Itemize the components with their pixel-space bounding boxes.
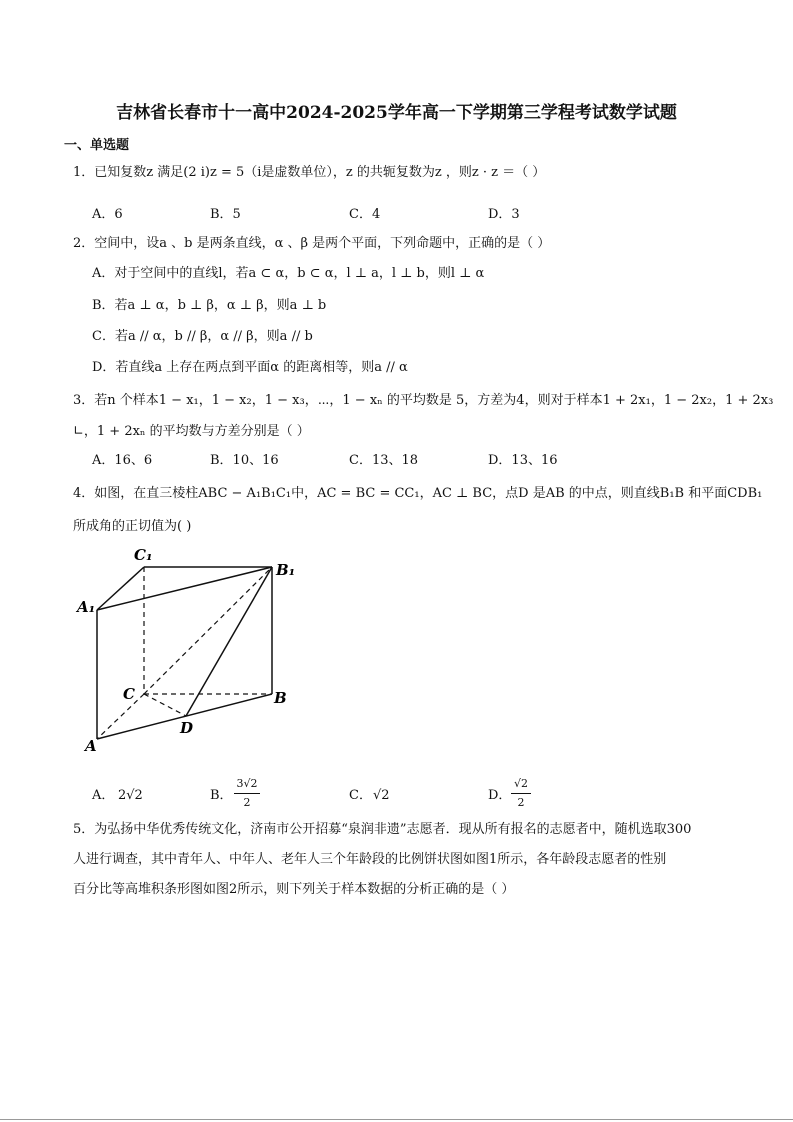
q4-option-d-numerator: √2 [513,777,528,790]
q2-option-b: B．若a ⊥ α，b ⊥ β，α ⊥ β，则a ⊥ b [92,298,327,313]
q4-option-d-label: D． [488,788,512,803]
q4-option-a-label: A． [92,788,115,803]
q3-option-a: A．16、6 [92,453,153,468]
q4-option-c-label: C． [349,788,372,803]
q1-option-b: B．5 [210,207,241,222]
q4-stem-line1: 4．如图，在直三棱柱ABC − A₁B₁C₁中，AC = BC = CC₁，AC ⊥ BC，点D 是AB 的中点，则直线B₁B 和平面CDB₁ [73,486,763,501]
section-heading: 一、单选题 [64,138,130,153]
label-a: A [85,737,97,755]
q3-option-b: B．10、16 [210,453,279,468]
edge-a1-b1 [97,567,272,610]
q5-line3: 百分比等高堆积条形图如图2所示，则下列关于样本数据的分析正确的是（ ） [73,882,515,897]
q5-line2: 人进行调查，其中青年人、中年人、老年人三个年龄段的比例饼状图如图1所示，各年龄段志愿者的性别 [73,852,667,867]
label-a1: A₁ [77,598,96,616]
q1-option-c: C．4 [349,207,381,222]
label-b1: B₁ [276,561,296,579]
q4-option-b-denominator: 2 [243,796,251,809]
page-title: 吉林省长春市十一高中2024-2025学年高一下学期第三学程考试数学试题 [116,103,677,123]
q2-option-c: C．若a // α，b // β，α // β，则a // b [92,329,313,344]
label-c: C [123,685,135,703]
q4-option-c-value: √2 [373,788,390,803]
q2-option-a: A．对于空间中的直线l，若a ⊂ α，b ⊂ α，l ⊥ a，l ⊥ b，则l ⊥ α [92,266,485,281]
q5-line1: 5．为弘扬中华优秀传统文化，济南市公开招募“泉润非遗”志愿者．现从所有报名的志愿者中，随机选取300 [73,822,692,837]
q1-stem: 1．已知复数z 满足(2 i)z = 5（i是虚数单位），z 的共轭复数为z ，则z · z ＝（ ） [73,165,546,180]
prism-figure [70,540,300,755]
label-c1: C₁ [134,546,153,564]
q4-stem-line2: 所成角的正切值为( ) [73,519,192,534]
label-d: D [180,719,194,737]
q2-option-d: D．若直线a 上存在两点到平面α 的距离相等，则a // α [92,360,408,375]
edge-c-d [144,694,186,716]
q4-option-a-value: 2√2 [118,788,143,803]
q1-option-a: A．6 [92,207,123,222]
q3-stem-line1: 3．若n 个样本1 − x₁，1 − x₂，1 − x₃，⋯，1 − xₙ 的平均数是 5，方差为4，则对于样本1 + 2x₁，1 − 2x₂，1 + 2x₃ [73,393,774,408]
q1-option-d: D．3 [488,207,520,222]
q4-option-b-label: B． [210,788,233,803]
label-b: B [274,689,287,707]
q3-option-d: D．13、16 [488,453,558,468]
q4-option-b-numerator: 3√2 [236,777,258,790]
q3-option-c: C．13、18 [349,453,419,468]
q4-option-d-denominator: 2 [517,796,525,809]
q2-stem: 2．空间中，设a 、b 是两条直线，α 、β 是两个平面，下列命题中，正确的是（ ） [73,236,551,251]
q4-option-d-fraction-bar [511,793,531,794]
page-bottom-rule [0,1119,793,1120]
edge-c-b1 [144,567,272,694]
q4-option-b-fraction-bar [234,793,260,794]
q3-stem-line2: ∟，1 + 2xₙ 的平均数与方差分别是（ ） [73,424,310,439]
